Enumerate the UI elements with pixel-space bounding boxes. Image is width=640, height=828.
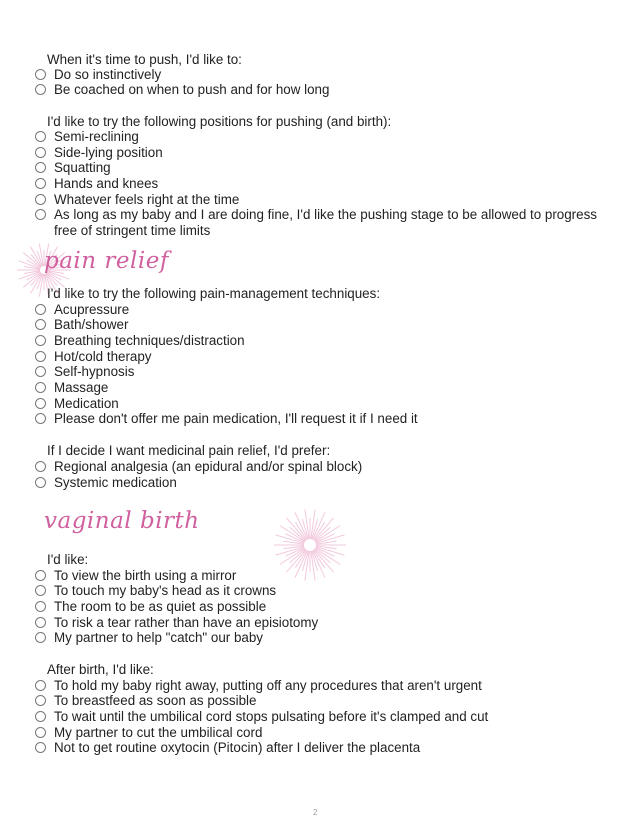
option-label: Medication bbox=[54, 396, 119, 411]
option-label: To view the birth using a mirror bbox=[54, 568, 237, 583]
section-heading-vaginal-birth: vaginal birth bbox=[44, 508, 200, 534]
option-label: Side-lying position bbox=[54, 145, 163, 160]
option-label: To wait until the umbilical cord stops pulsating before it's clamped and cut bbox=[54, 709, 489, 724]
option-label: Acupressure bbox=[54, 302, 130, 317]
radio-circle[interactable] bbox=[35, 69, 46, 80]
radio-circle[interactable] bbox=[35, 601, 46, 612]
option-label: Systemic medication bbox=[54, 475, 177, 490]
radio-circle[interactable] bbox=[35, 335, 46, 346]
option-label: The room to be as quiet as possible bbox=[54, 599, 267, 614]
radio-circle[interactable] bbox=[35, 84, 46, 95]
radio-circle[interactable] bbox=[35, 194, 46, 205]
after-birth-prompt: After birth, I'd like: bbox=[47, 662, 154, 677]
radio-circle[interactable] bbox=[35, 162, 46, 173]
radio-circle[interactable] bbox=[35, 727, 46, 738]
radio-circle[interactable] bbox=[35, 477, 46, 488]
option-label: Hands and knees bbox=[54, 176, 159, 191]
pain-management-prompt: I'd like to try the following pain-management techniques: bbox=[47, 286, 381, 301]
option-label: Breathing techniques/distraction bbox=[54, 333, 245, 348]
option-label: Massage bbox=[54, 380, 109, 395]
option-label: To risk a tear rather than have an episiotomy bbox=[54, 615, 319, 630]
radio-circle[interactable] bbox=[35, 382, 46, 393]
radio-circle[interactable] bbox=[35, 398, 46, 409]
radio-circle[interactable] bbox=[35, 695, 46, 706]
option-label: Whatever feels right at the time bbox=[54, 192, 240, 207]
radio-circle[interactable] bbox=[35, 680, 46, 691]
radio-circle[interactable] bbox=[35, 147, 46, 158]
option-label: Semi-reclining bbox=[54, 129, 139, 144]
radio-circle[interactable] bbox=[35, 209, 46, 220]
radio-circle[interactable] bbox=[35, 304, 46, 315]
option-label: To hold my baby right away, putting off any procedures that aren't urgent bbox=[54, 678, 482, 693]
option-label: Bath/shower bbox=[54, 317, 129, 332]
radio-circle[interactable] bbox=[35, 351, 46, 362]
option-label: My partner to cut the umbilical cord bbox=[54, 725, 263, 740]
option-label: To touch my baby's head as it crowns bbox=[54, 583, 277, 598]
section-heading-pain-relief: pain relief bbox=[44, 248, 169, 274]
radio-circle[interactable] bbox=[35, 570, 46, 581]
medicinal-relief-prompt: If I decide I want medicinal pain relief, I'd prefer: bbox=[47, 443, 331, 458]
positions-prompt: I'd like to try the following positions for pushing (and birth): bbox=[47, 114, 392, 129]
radio-circle[interactable] bbox=[35, 131, 46, 142]
option-label: Hot/cold therapy bbox=[54, 349, 152, 364]
radio-circle[interactable] bbox=[35, 632, 46, 643]
radio-circle[interactable] bbox=[35, 319, 46, 330]
radio-circle[interactable] bbox=[35, 617, 46, 628]
radio-circle[interactable] bbox=[35, 742, 46, 753]
radio-circle[interactable] bbox=[35, 178, 46, 189]
option-label: Self-hypnosis bbox=[54, 364, 135, 379]
option-label: Squatting bbox=[54, 160, 111, 175]
option-label: My partner to help "catch" our baby bbox=[54, 630, 263, 645]
push-prompt: When it's time to push, I'd like to: bbox=[47, 52, 242, 67]
radio-circle[interactable] bbox=[35, 366, 46, 377]
option-label: Be coached on when to push and for how long bbox=[54, 82, 330, 97]
radio-circle[interactable] bbox=[35, 711, 46, 722]
page-number: 2 bbox=[313, 808, 318, 817]
birth-prompt: I'd like: bbox=[47, 552, 89, 567]
option-label: Do so instinctively bbox=[54, 67, 162, 82]
radio-circle[interactable] bbox=[35, 585, 46, 596]
pink-burst-decoration bbox=[270, 505, 350, 585]
option-label: Not to get routine oxytocin (Pitocin) after I deliver the placenta bbox=[54, 740, 421, 755]
option-label: Regional analgesia (an epidural and/or spinal block) bbox=[54, 459, 363, 474]
radio-circle[interactable] bbox=[35, 461, 46, 472]
radio-circle[interactable] bbox=[35, 413, 46, 424]
option-label: Please don't offer me pain medication, I'll request it if I need it bbox=[54, 411, 418, 426]
option-label: As long as my baby and I are doing fine, I'd like the pushing stage to be allowed to progress free of stringent time limits bbox=[54, 207, 597, 238]
option-label: To breastfeed as soon as possible bbox=[54, 693, 257, 708]
